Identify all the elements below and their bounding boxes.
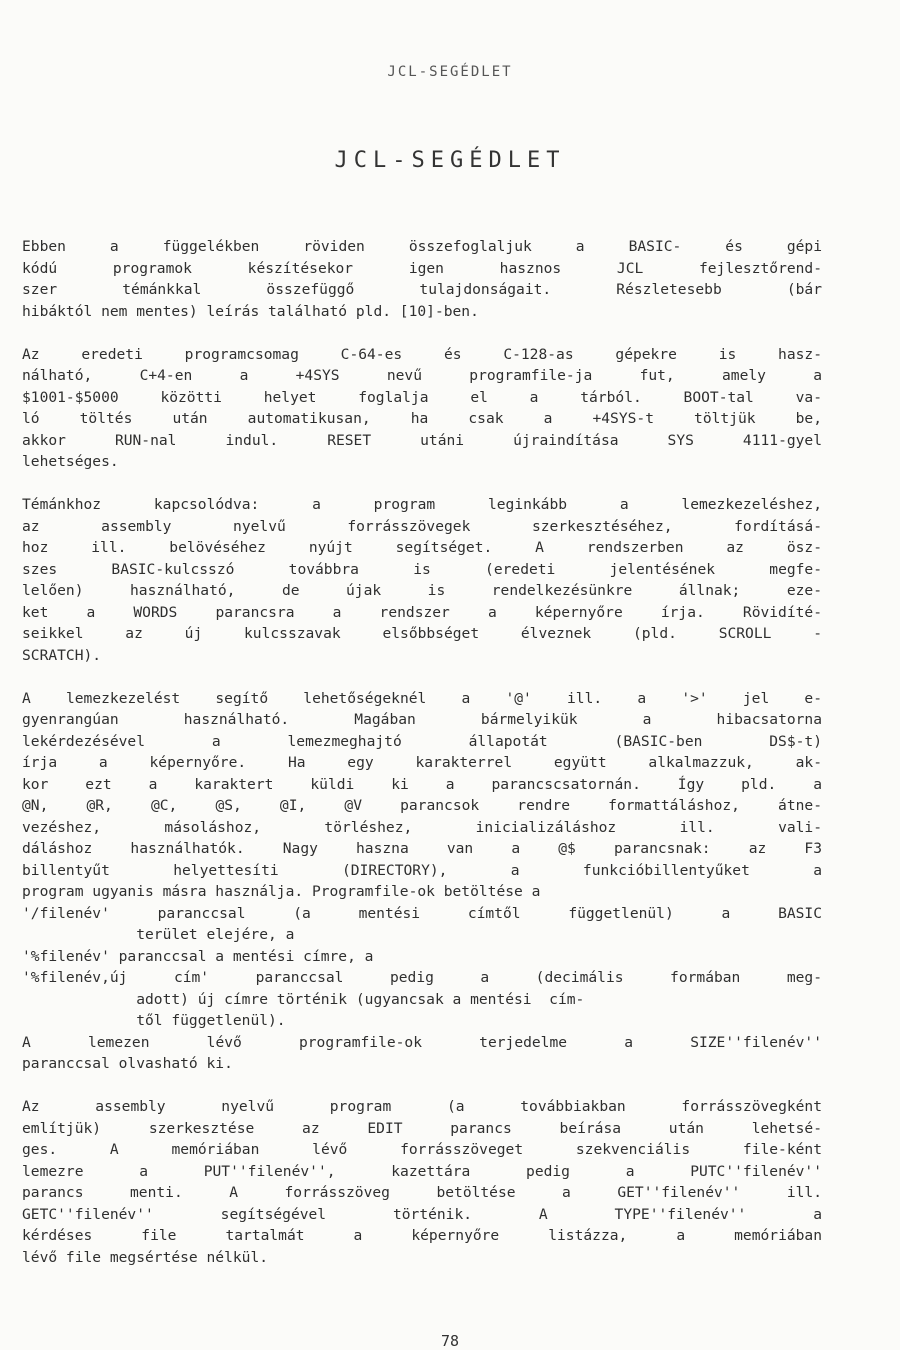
text-line: Ebben a függelékben röviden összefoglaljuk a BASIC- és gépi bbox=[22, 238, 822, 255]
text-line: ló töltés után automatikusan, ha csak a +4SYS-t töltjük be, bbox=[22, 410, 822, 427]
paragraph bbox=[22, 344, 822, 473]
text-line: kódú programok készítésekor igen hasznos JCL fejlesztőrend- bbox=[22, 259, 822, 277]
text-line: GETC''filenév'' segítségével történik. A TYPE''filenév'' a bbox=[22, 1205, 822, 1223]
paragraph bbox=[22, 236, 822, 322]
text-line: A lemezen lévő programfile-ok terjedelme a SIZE''filenév'' bbox=[22, 1033, 822, 1051]
text-line: SCRATCH). bbox=[22, 646, 102, 664]
text-line: '%filenév,új cím' paranccsal pedig a (decimális formában meg- bbox=[22, 969, 822, 986]
paragraph bbox=[22, 1096, 822, 1268]
text-line: $1001-$5000 közötti helyet foglalja el a tárból. BOOT-tal va- bbox=[22, 388, 822, 406]
text-line: kérdéses file tartalmát a képernyőre listázza, a memóriában bbox=[22, 1227, 822, 1244]
text-line: lehetséges. bbox=[22, 453, 119, 470]
text-line: seikkel az új kulcsszavak elsőbbséget élveznek (pld. SCROLL - bbox=[22, 625, 822, 642]
page-number: 78 bbox=[440, 1332, 460, 1350]
text-line: A lemezkezelést segítő lehetőségeknél a '@' ill. a '>' jel e- bbox=[22, 689, 822, 707]
text-line: szer témánkkal összefüggő tulajdonságait. Részletesebb (bár bbox=[22, 281, 822, 298]
text-line: írja a képernyőre. Ha egy karakterrel együtt alkalmazzuk, ak- bbox=[22, 754, 822, 771]
text-line: szes BASIC-kulcsszó továbbra is (eredeti jelentésének megfe- bbox=[22, 560, 822, 578]
text-line: ges. A memóriában lévő forrásszöveget szekvenciális file-ként bbox=[22, 1141, 822, 1158]
text-line: billentyűt helyettesíti (DIRECTORY), a funkcióbillentyűket a bbox=[22, 861, 822, 879]
text-line: Az eredeti programcsomag C-64-es és C-128-as gépekre is hasz- bbox=[22, 345, 822, 363]
text-line: dáláshoz használhatók. Nagy haszna van a @$ parancsnak: az F3 bbox=[22, 840, 822, 857]
body-text bbox=[22, 236, 822, 1290]
paragraph bbox=[22, 494, 822, 666]
text-line: '%filenév' paranccsal a mentési címre, a bbox=[22, 947, 374, 965]
text-line: lelően) használható, de újak is rendelkezésünkre állnak; eze- bbox=[22, 582, 822, 599]
text-line: paranccsal olvasható ki. bbox=[22, 1055, 233, 1072]
text-line: nálható, C+4-en a +4SYS nevű programfile-ja fut, amely a bbox=[22, 367, 822, 384]
text-line: '/filenév' paranccsal (a mentési címtől függetlenül) a BASIC bbox=[22, 904, 822, 922]
running-head: JCL-SEGÉDLET bbox=[387, 64, 513, 80]
text-line: hoz ill. belövéséhez nyújt segítséget. A rendszerben az ösz- bbox=[22, 539, 822, 556]
text-line: említjük) szerkesztése az EDIT parancs beírása után lehetsé- bbox=[22, 1119, 822, 1137]
text-line: Az assembly nyelvű program (a továbbiakban forrásszövegként bbox=[22, 1098, 822, 1115]
text-line: akkor RUN-nal indul. RESET utáni újraindítása SYS 4111-gyel bbox=[22, 431, 822, 449]
text-line: gyenrangúan használható. Magában bármelyikük a hibacsatorna bbox=[22, 711, 822, 728]
text-line: program ugyanis másra használja. Programfile-ok betöltése a bbox=[22, 883, 541, 900]
text-line: vezéshez, másoláshoz, törléshez, inicializáláshoz ill. vali- bbox=[22, 818, 822, 836]
page-title: JCL-SEGÉDLET bbox=[334, 148, 566, 173]
text-line: az assembly nyelvű forrásszövegek szerkesztéséhez, fordításá- bbox=[22, 517, 822, 535]
text-line: parancs menti. A forrásszöveg betöltése a GET''filenév'' ill. bbox=[22, 1184, 822, 1201]
text-line: lévő file megsértése nélkül. bbox=[22, 1248, 269, 1266]
text-line: adott) új címre történik (ugyancsak a mentési cím- bbox=[22, 990, 585, 1008]
paragraph bbox=[22, 688, 822, 1075]
text-line: terület elejére, a bbox=[22, 926, 295, 943]
text-line: kor ezt a karaktert küldi ki a parancscsatornán. Így pld. a bbox=[22, 775, 822, 793]
text-line: @N, @R, @C, @S, @I, @V parancsok rendre formattáláshoz, átne- bbox=[22, 797, 822, 814]
text-line: ket a WORDS parancsra a rendszer a képernyőre írja. Rövidíté- bbox=[22, 603, 822, 621]
text-line: től függetlenül). bbox=[22, 1012, 286, 1029]
text-line: Témánkhoz kapcsolódva: a program leginkább a lemezkezeléshez, bbox=[22, 496, 822, 513]
text-line: lemezre a PUT''filenév'', kazettára pedig a PUTC''filenév'' bbox=[22, 1162, 822, 1180]
text-line: lekérdezésével a lemezmeghajtó állapotát (BASIC-ben DS$-t) bbox=[22, 732, 822, 750]
text-line: hibáktól nem mentes) leírás található pld. [10]-ben. bbox=[22, 302, 479, 320]
